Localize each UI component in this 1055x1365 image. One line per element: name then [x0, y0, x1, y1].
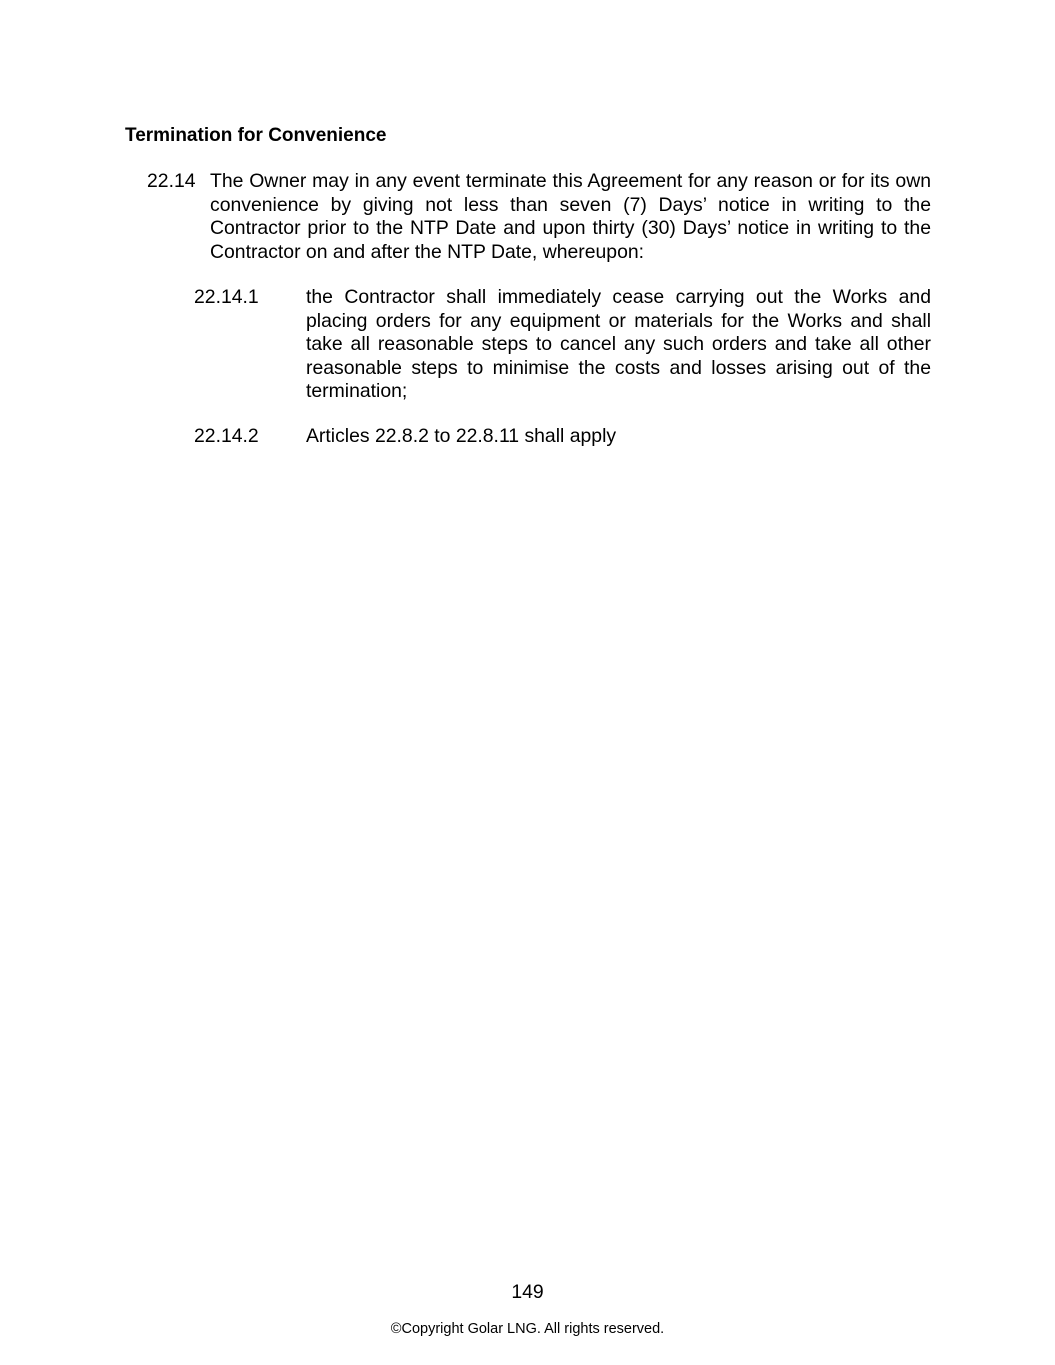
- clause-number: 22.14: [147, 170, 196, 192]
- clause-22-14: [147, 170, 931, 264]
- subclause-text: the Contractor shall immediately cease carrying out the Works and placing orders for any equipment or materials for the Works and shall take all reasonable steps to cancel any such orders and take all other reasonable steps to minimise the costs and losses arising out of the termination;: [306, 286, 931, 402]
- section-heading: Termination for Convenience: [125, 125, 387, 146]
- subclause-22-14-2: [194, 425, 931, 449]
- clause-text: The Owner may in any event terminate this Agreement for any reason or for its own convenience by giving not less than seven (7) Days’ notice in writing to the Contractor prior to the NTP Date and upon thirty (30) Days’ notice in writing to the Contractor on and after the NTP Date, whereupon:: [210, 170, 931, 263]
- page-number: 149: [511, 1281, 544, 1303]
- subclause-text: Articles 22.8.2 to 22.8.11 shall apply: [306, 425, 617, 447]
- subclause-number: 22.14.1: [194, 286, 259, 308]
- subclause-22-14-1: [194, 286, 931, 404]
- subclause-number: 22.14.2: [194, 425, 259, 447]
- copyright-notice: ©Copyright Golar LNG. All rights reserved.: [390, 1321, 665, 1337]
